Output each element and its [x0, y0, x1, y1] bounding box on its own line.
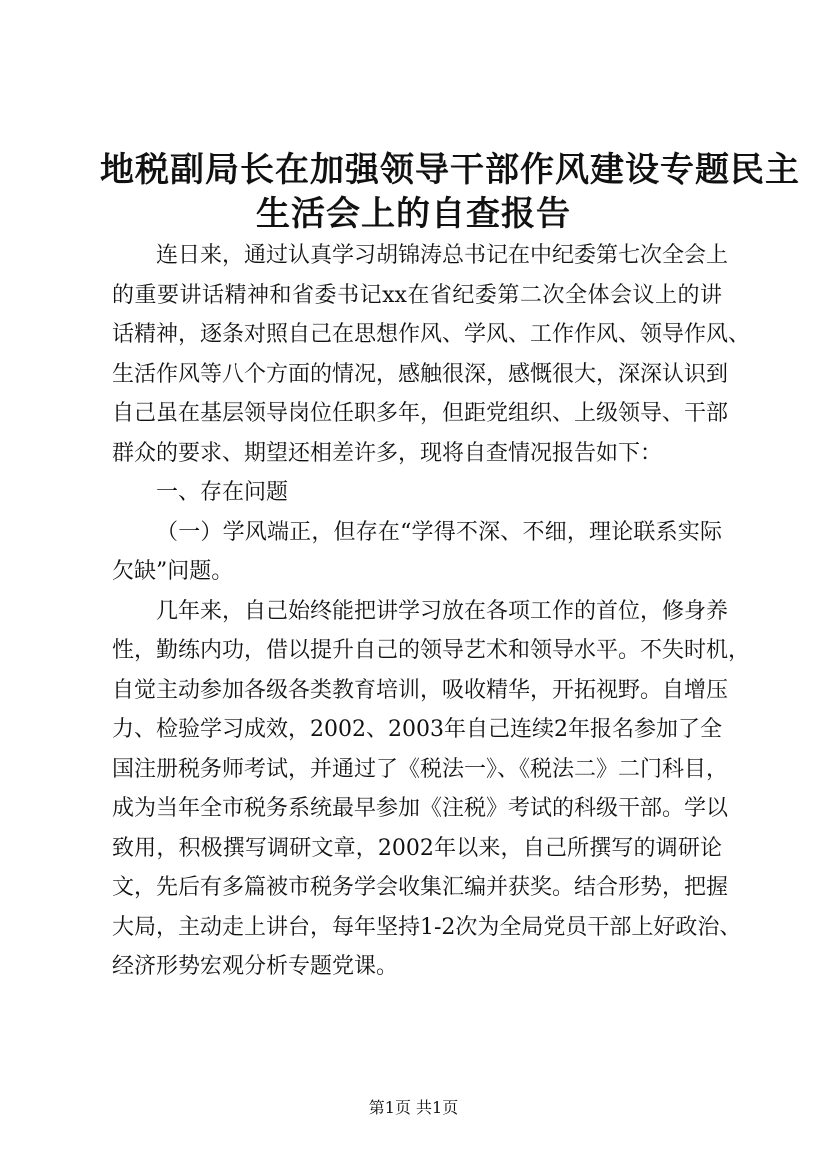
paragraph-line: 群众的要求、期望还相差许多，现将自查情况报告如下： [112, 440, 663, 466]
paragraph-line: 经济形势宏观分析专题党课。 [112, 954, 399, 979]
paragraph-line: 几年来，自己始终能把讲学习放在各项工作的首位，修身养 [156, 598, 729, 624]
document-body [112, 236, 751, 987]
title-line: 地税副局长在加强领导干部作风建设专题民主 [100, 150, 800, 190]
page-footer: 第1页 共1页 [368, 1098, 459, 1117]
paragraph-line: 自己虽在基层领导岗位任职多年，但距党组织、上级领导、干部 [112, 401, 729, 426]
paragraph-line: 国注册税务师考试，并通过了《税法一》、《税法二》二门科目， [112, 756, 729, 782]
paragraph-line: 文，先后有多篇被市税务学会收集汇编并获奖。结合形势，把握 [112, 875, 729, 900]
paragraph-line: 自觉主动参加各级各类教育培训，吸收精华，开拓视野。自增压 [112, 677, 729, 703]
subsection-heading-line: 欠缺”问题。 [112, 559, 234, 584]
paragraph-line: 致用，积极撰写调研文章，2002年以来，自己所撰写的调研论 [112, 835, 722, 861]
document-title [100, 148, 800, 236]
title-line: 生活会上的自查报告 [256, 194, 571, 234]
paragraph-line: 的重要讲话精神和省委书记xx在省纪委第二次全体会议上的讲 [112, 282, 722, 308]
subsection-heading-line: （一）学风端正，但存在“学得不深、不细，理论联系实际 [156, 519, 722, 545]
section-heading: 一、存在问题 [156, 480, 289, 505]
paragraph-line: 大局，主动走上讲台，每年坚持1-2次为全局党员干部上好政治、 [112, 914, 742, 940]
paragraph-line: 生活作风等八个方面的情况，感触很深，感慨很大，深深认识到 [112, 361, 729, 387]
paragraph-line: 性，勤练内功，借以提升自己的领导艺术和领导水平。不失时机， [112, 638, 751, 663]
paragraph-line: 力、检验学习成效，2002、2003年自己连续2年报名参加了全 [112, 717, 722, 742]
paragraph-line: 成为当年全市税务系统最早参加《注税》考试的科级干部。学以 [112, 796, 729, 821]
paragraph-line: 话精神，逐条对照自己在思想作风、学风、工作作风、领导作风、 [112, 322, 751, 347]
paragraph-line: 连日来，通过认真学习胡锦涛总书记在中纪委第七次全会上 [156, 243, 729, 268]
